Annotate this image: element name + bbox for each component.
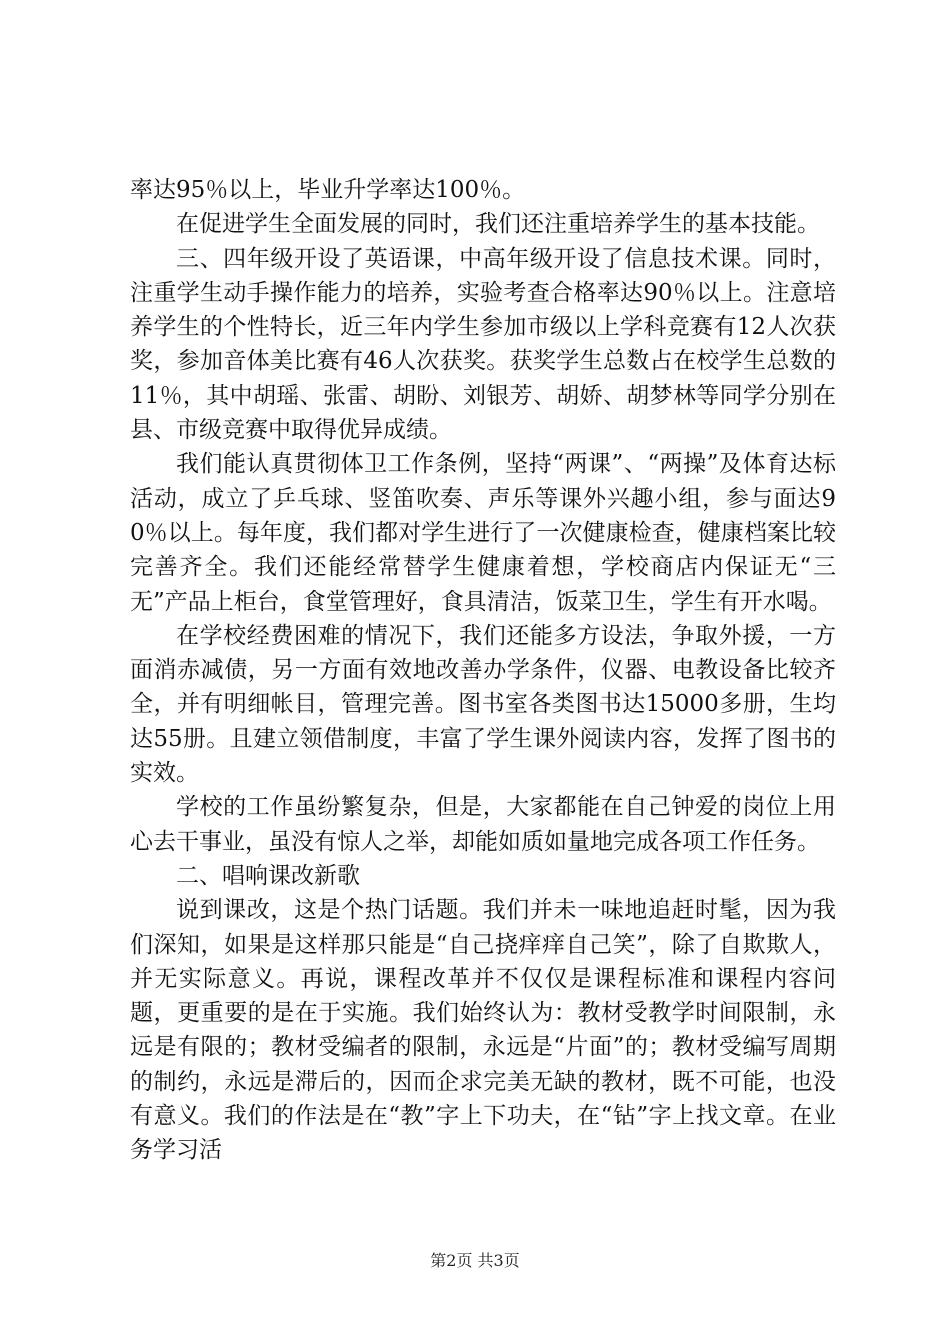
paragraph: 率达95％以上，毕业升学率达100％。 xyxy=(130,177,526,203)
paragraph: 说到课改，这是个热门话题。我们并未一味地追赶时髦，因为我们深知，如果是这样那只能是“自己挠痒痒自己笑”，除了自欺欺人，并无实际意义。再说，课程改革并不仅仅是课程标准和课程内容问题，更重要的是在于实施。我们始终认为：教材受教学时间限制，永远是有限的；教材受编者的限制，永远是“片面”的；教材受编写周期的制约，永远是滞后的，因而企求完美无缺的教材，既不可能，也没有意义。我们的作法是在“教”字上下功夫，在“钻”字上找文章。在业务学习活 xyxy=(130,897,836,1164)
paragraph: 我们能认真贯彻体卫工作条例，坚持“两课”、“两操”及体育达标活动，成立了乒乓球、竖笛吹奏、声乐等课外兴趣小组，参与面达90％以上。每年度，我们都对学生进行了一次健康检查，健康档案比较完善齐全。我们还能经常替学生健康着想，学校商店内保证无“三无”产品上柜台，食堂管理好，食具清洁，饭菜卫生，学生有开水喝。 xyxy=(130,451,836,615)
paragraph: 在学校经费困难的情况下，我们还能多方设法，争取外援，一方面消赤减债，另一方面有效地改善办学条件，仪器、电教设备比较齐全，并有明细帐目，管理完善。图书室各类图书达15000多册，生均达55册。且建立领借制度，丰富了学生课外阅读内容，发挥了图书的实效。 xyxy=(130,622,836,787)
body-text xyxy=(130,173,836,1168)
paragraph: 在促进学生全面发展的同时，我们还注重培养学生的基本技能。 xyxy=(176,211,820,238)
paragraph: 三、四年级开设了英语课，中高年级开设了信息技术课。同时，注重学生动手操作能力的培养，实验考查合格率达90％以上。注意培养学生的个性特长，近三年内学生参加市级以上学科竞赛有12人次获奖，参加音体美比赛有46人次获奖。获奖学生总数占在校学生总数的11％，其中胡瑶、张雷、胡盼、刘银芳、胡娇、胡梦林等同学分别在县、市级竞赛中取得优异成绩。 xyxy=(130,245,836,444)
section-heading: 二、唱响课改新歌 xyxy=(176,862,360,889)
paragraph: 学校的工作虽纷繁复杂，但是，大家都能在自己钟爱的岗位上用心去干事业，虽没有惊人之举，却能如质如量地完成各项工作任务。 xyxy=(130,794,836,855)
page-number-footer: 第2页 共3页 xyxy=(430,1251,520,1270)
